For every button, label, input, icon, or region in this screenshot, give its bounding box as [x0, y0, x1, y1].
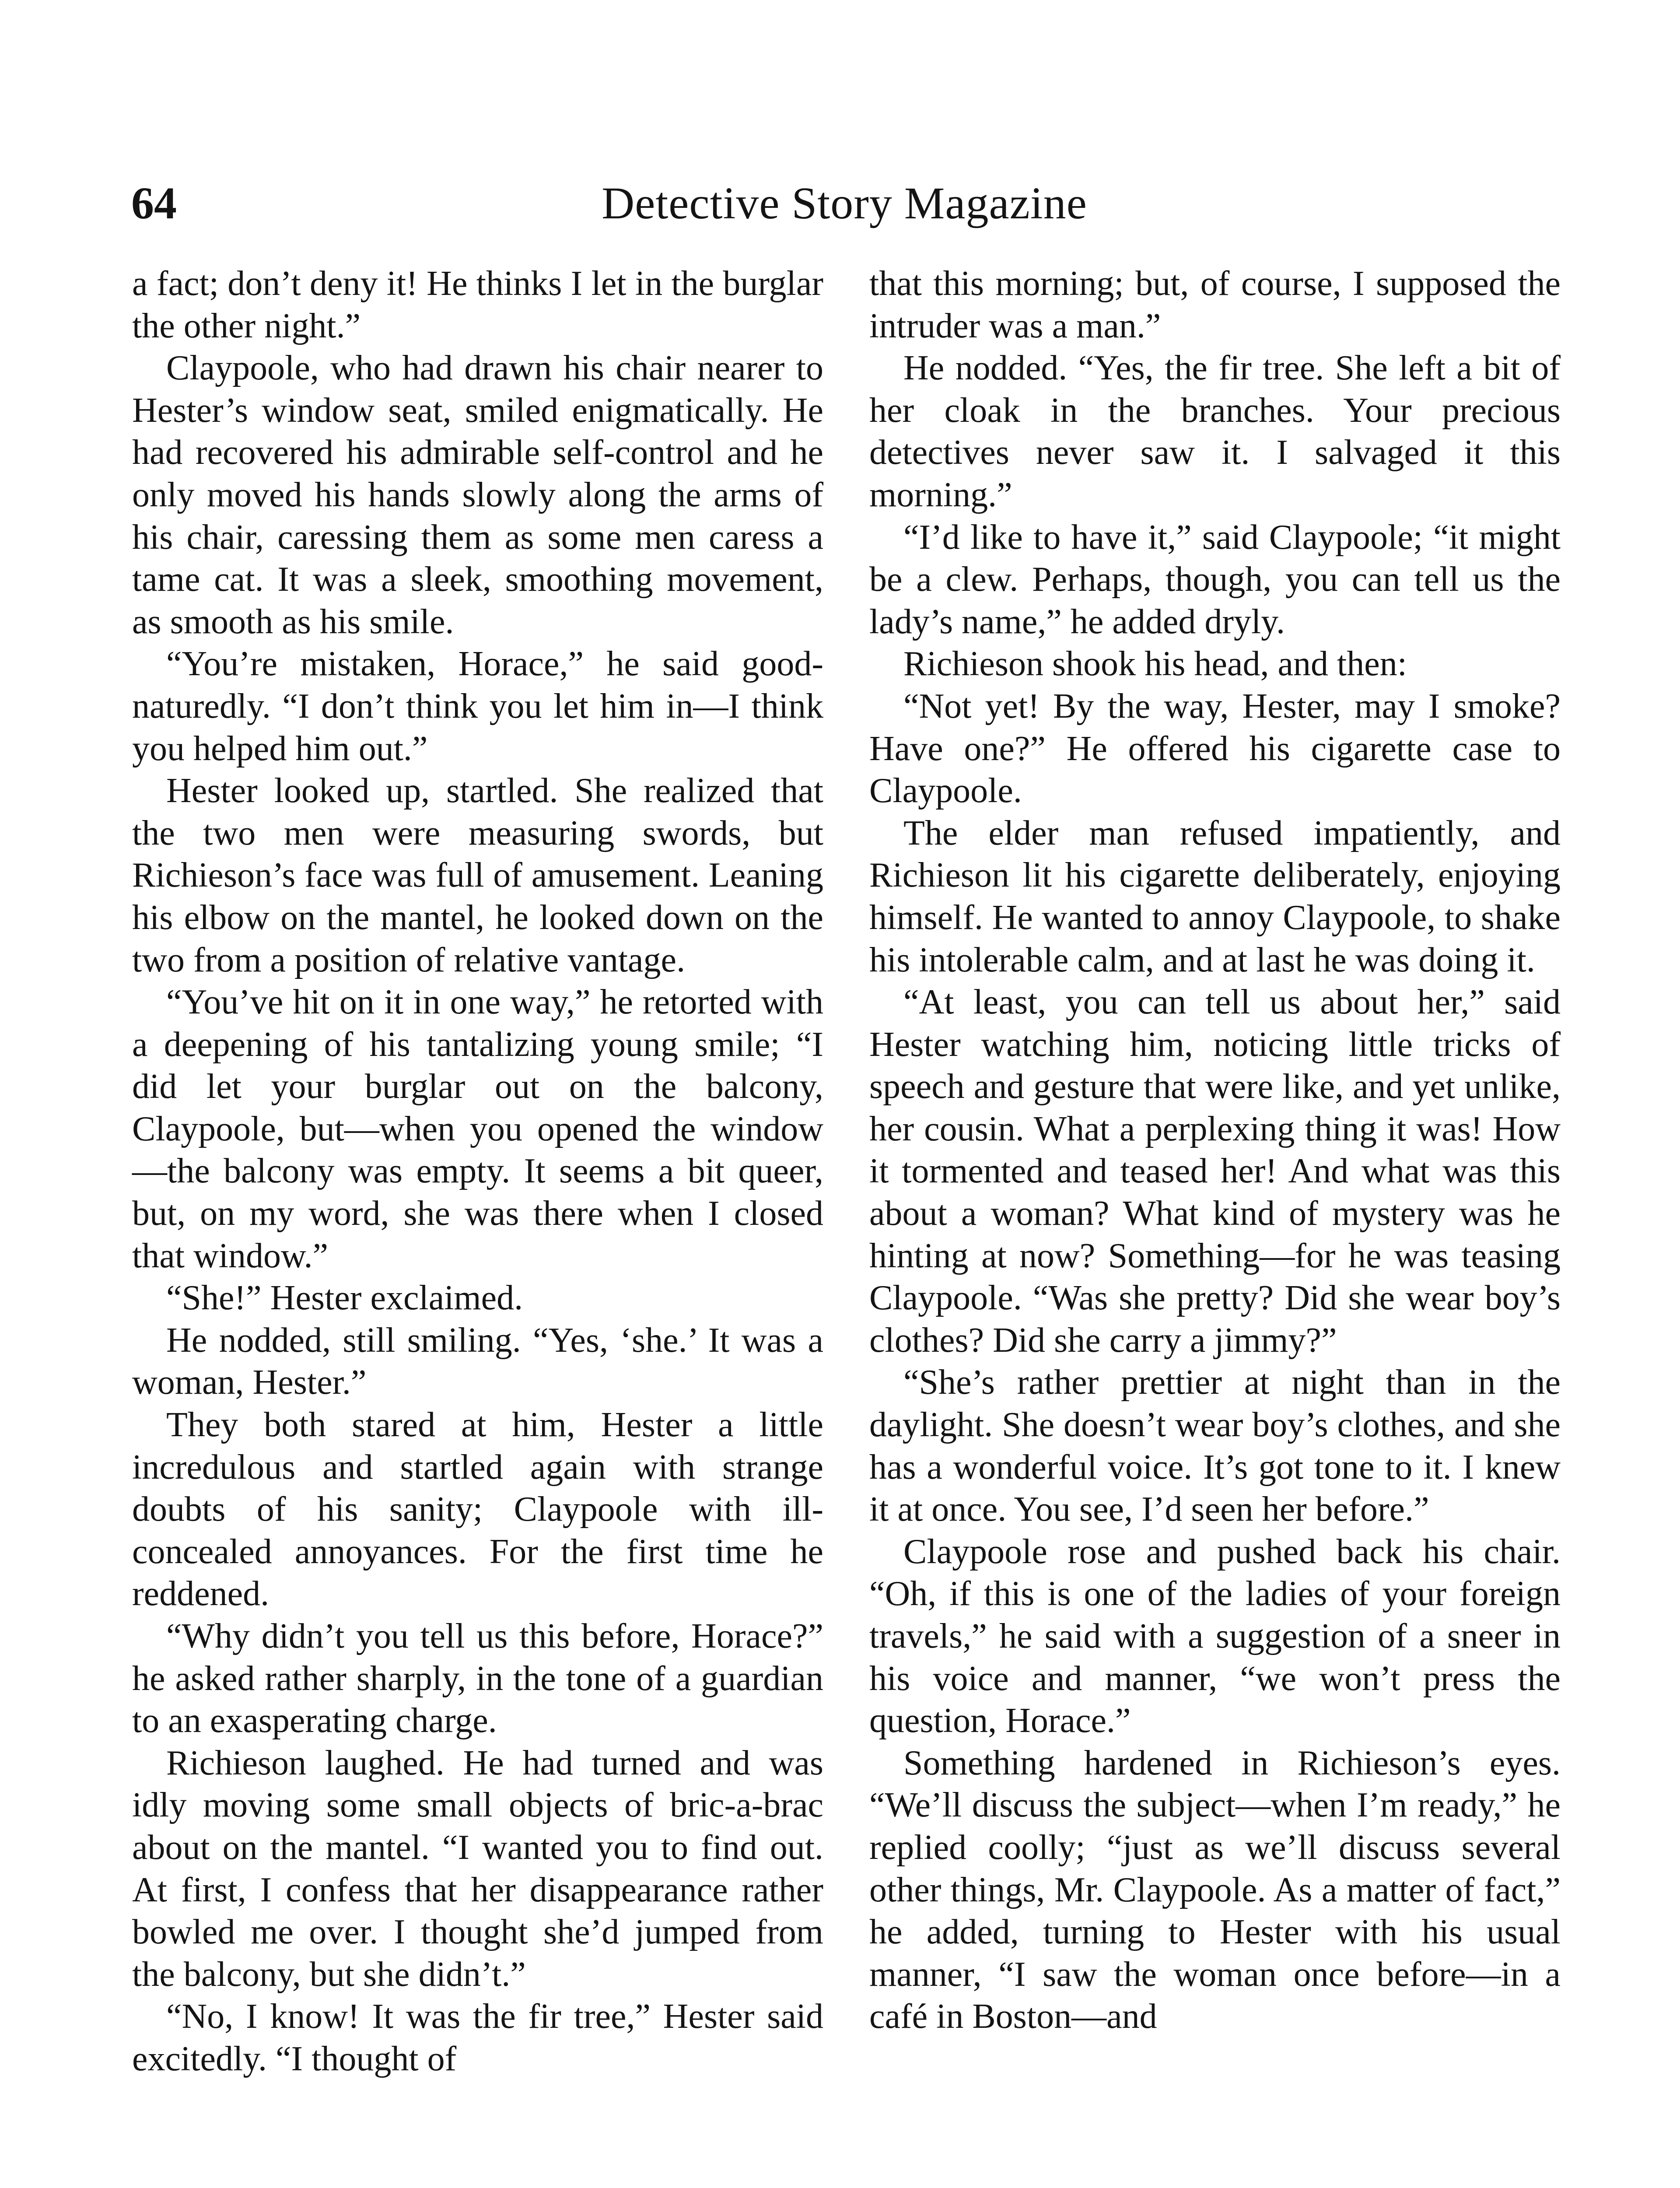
- paragraph: “No, I know! It was the fir tree,” Hester said excitedly. “I thought of: [132, 1997, 823, 2078]
- paragraph: “I’d like to have it,” said Claypoole; “it might be a clew. Perhaps, though, you can tell us the lady’s name,” he added dryly.: [869, 518, 1561, 641]
- paragraph: “Not yet! By the way, Hester, may I smoke? Have one?” He offered his cigarette case to Claypoole.: [869, 687, 1561, 810]
- page-number: 64: [131, 178, 177, 228]
- paragraph: “She’s rather prettier at night than in the daylight. She doesn’t wear boy’s clothes, and she has a wonderful voice. It’s got tone to it. I knew it at once. You see, I’d seen her before.”: [869, 1363, 1561, 1529]
- paragraph: He nodded. “Yes, the fir tree. She left a bit of her cloak in the branches. Your precious detectives never saw it. I salvaged it this morning.”: [869, 349, 1561, 514]
- paragraph: “She!” Hester exclaimed.: [166, 1279, 523, 1318]
- paragraph: “You’re mistaken, Horace,” he said good-naturedly. “I don’t think you let him in—I think you helped him out.”: [132, 645, 823, 768]
- page-header: [131, 173, 1558, 234]
- paragraph: “Why didn’t you tell us this before, Horace?” he asked rather sharply, in the tone of a guardian to an exasperating charge.: [132, 1617, 823, 1740]
- paragraph: a fact; don’t deny it! He thinks I let in the burglar the other night.”: [132, 264, 823, 345]
- paragraph: that this morning; but, of course, I supposed the intruder was a man.”: [869, 264, 1561, 345]
- paragraph: They both stared at him, Hester a little incredulous and startled again with strange doubts of his sanity; Claypoole with ill-concealed annoyances. For the first time he reddened.: [132, 1406, 823, 1613]
- paragraph: Richieson laughed. He had turned and was idly moving some small objects of bric-a-brac about on the mantel. “I wanted you to find out. At first, I confess that her disappearance rather bowled me over. I thought she’d jumped from the balcony, but she didn’t.”: [132, 1743, 823, 1994]
- right-text-column: [869, 263, 1561, 2038]
- running-title: Detective Story Magazine: [602, 178, 1087, 228]
- paragraph: Claypoole rose and pushed back his chair. “Oh, if this is one of the ladies of your foreign travels,” he said with a suggestion of a sneer in his voice and manner, “we won’t press the question, Horace.”: [869, 1532, 1561, 1740]
- paragraph: Hester looked up, startled. She realized that the two men were measuring swords, but Richieson’s face was full of amusement. Leaning his elbow on the mantel, he looked down on the two from a position of relative vantage.: [132, 771, 823, 979]
- paragraph: Claypoole, who had drawn his chair nearer to Hester’s window seat, smiled enigmatically. He had recovered his admirable self-control and he only moved his hands slowly along the arms of his chair, caressing them as some men caress a tame cat. It was a sleek, smoothing movement, as smooth as his smile.: [132, 349, 823, 641]
- paragraph: “At least, you can tell us about her,” said Hester watching him, noticing little tricks of speech and gesture that were like, and yet unlike, her cousin. What a perplexing thing it was! How it tormented and teased her! And what was this about a woman? What kind of mystery was he hinting at now? Something—for he was teasing Claypoole. “Was she pretty? Did she wear boy’s clothes? Did she carry a jimmy?”: [869, 983, 1561, 1360]
- paragraph: Something hardened in Richieson’s eyes. “We’ll discuss the subject—when I’m ready,” he replied coolly; “just as we’ll discuss several other things, Mr. Claypoole. As a matter of fact,” he added, turning to Hester with his usual manner, “I saw the woman once before—in a café in Boston—and: [869, 1743, 1561, 2036]
- paragraph: “You’ve hit on it in one way,” he retorted with a deepening of his tantalizing young smile; “I did let your burglar out on the balcony, Claypoole, but—when you opened the window—the balcony was empty. It seems a bit queer, but, on my word, she was there when I closed that window.”: [132, 983, 823, 1275]
- paragraph: The elder man refused impatiently, and Richieson lit his cigarette deliberately, enjoying himself. He wanted to annoy Claypoole, to shake his intolerable calm, and at last he was doing it.: [869, 813, 1561, 979]
- paragraph: He nodded, still smiling. “Yes, ‘she.’ It was a woman, Hester.”: [132, 1321, 823, 1402]
- paragraph: Richieson shook his head, and then:: [903, 645, 1407, 684]
- left-text-column: [132, 263, 823, 2080]
